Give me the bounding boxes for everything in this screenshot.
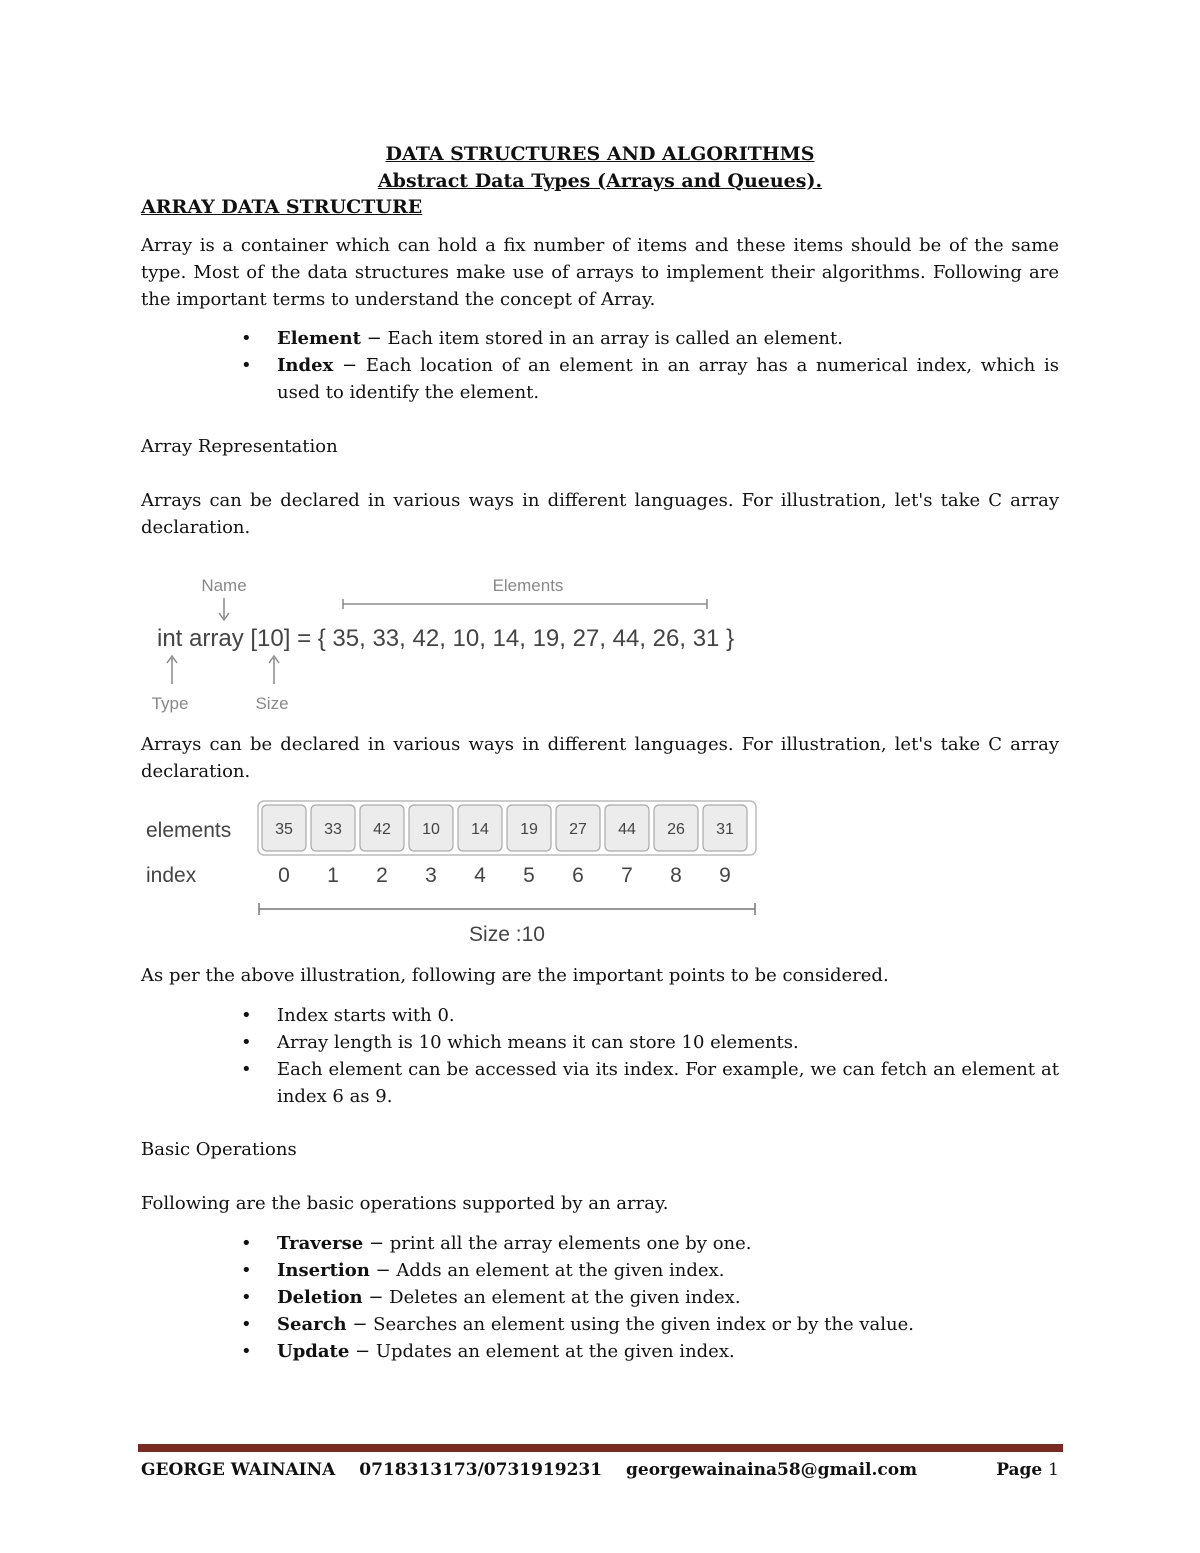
operations-list	[141, 1230, 1059, 1365]
array-index-value: 7	[621, 864, 633, 887]
array-cell-value: 44	[618, 821, 636, 838]
intro-paragraph: Array is a container which can hold a fix number of items and these items should be of the same type. Most of the data structures make use of arrays to implement their algorithms. Following are the important terms to understand the concept of Array.	[141, 235, 1059, 310]
array-cell-value: 31	[716, 821, 734, 838]
operation-term: Search	[277, 1314, 347, 1335]
operation-description: − Updates an element at the given index.	[349, 1341, 735, 1362]
array-index-value: 4	[474, 864, 486, 887]
elements-row-label: elements	[146, 819, 232, 842]
array-index-value: 9	[719, 864, 731, 887]
list-item	[277, 1311, 1059, 1338]
basic-operations-heading: Basic Operations	[141, 1139, 297, 1160]
array-index-value: 6	[572, 864, 584, 887]
operation-term: Insertion	[277, 1260, 370, 1281]
array-figure	[141, 795, 771, 955]
declaration-code: int array [10] = { 35, 33, 42, 10, 14, 19, 27, 44, 26, 31 }	[157, 625, 735, 652]
term-description: − Each item stored in an array is called an element.	[360, 328, 843, 349]
page-footer	[141, 1460, 1059, 1480]
section-heading: ARRAY DATA STRUCTURE	[141, 196, 423, 218]
array-cell-value: 33	[324, 821, 342, 838]
array-index-value: 0	[278, 864, 290, 887]
operation-description: − Adds an element at the given index.	[369, 1260, 725, 1281]
operation-term: Traverse	[277, 1233, 364, 1254]
page-number-block	[996, 1460, 1059, 1480]
footer-author: GEORGE WAINAINA	[141, 1460, 336, 1480]
list-item	[277, 352, 1059, 406]
array-representation-heading: Array Representation	[141, 436, 338, 457]
name-label: Name	[201, 576, 247, 595]
operation-term: Update	[277, 1341, 350, 1362]
array-cell-value: 26	[667, 821, 685, 838]
index-row-label: index	[146, 864, 197, 887]
list-item	[277, 1284, 1059, 1311]
list-item	[277, 1230, 1059, 1257]
page-label: Page	[996, 1460, 1043, 1480]
elements-label: Elements	[492, 576, 564, 595]
terms-list	[141, 325, 1059, 406]
document-title: DATA STRUCTURES AND ALGORITHMS	[385, 143, 815, 165]
list-item: • Each element can be accessed via its index. For example, we can fetch an element at index 6 as 9.	[277, 1056, 1059, 1110]
array-cell-value: 10	[422, 821, 440, 838]
array-index-value: 1	[327, 864, 339, 887]
array-index-value: 3	[425, 864, 437, 887]
array-cell-value: 27	[569, 821, 587, 838]
array-index-value: 2	[376, 864, 388, 887]
size-caption: Size :10	[469, 923, 545, 946]
array-cell-value: 19	[520, 821, 538, 838]
array-cell-value: 42	[373, 821, 391, 838]
page-number: 1	[1048, 1460, 1059, 1480]
list-item: • Array length is 10 which means it can store 10 elements.	[277, 1029, 1059, 1056]
points-intro: As per the above illustration, following are the important points to be considered.	[141, 965, 889, 986]
operation-description: − Searches an element using the given index or by the value.	[346, 1314, 914, 1335]
term-description: − Each location of an element in an array has a numerical index, which is used to identify the element.	[277, 355, 1059, 403]
footer-email: georgewainaina58@gmail.com	[626, 1460, 918, 1480]
document-subtitle: Abstract Data Types (Arrays and Queues).	[377, 170, 823, 192]
array-index-value: 5	[523, 864, 535, 887]
list-item: • Index starts with 0.	[277, 1002, 1059, 1029]
footer-rule	[138, 1444, 1063, 1452]
array-cell-value: 35	[275, 821, 293, 838]
representation-paragraph-2: Arrays can be declared in various ways in different languages. For illustration, let's take C array declaration.	[141, 734, 1059, 782]
list-item	[277, 1338, 1059, 1365]
declaration-figure	[141, 566, 741, 721]
list-item	[277, 1257, 1059, 1284]
representation-paragraph-1: Arrays can be declared in various ways in different languages. For illustration, let's take C array declaration.	[141, 490, 1059, 538]
term-label: Index	[277, 355, 334, 376]
operation-description: − print all the array elements one by one.	[363, 1233, 752, 1254]
points-list	[141, 1002, 1059, 1110]
array-index-value: 8	[670, 864, 682, 887]
array-cell-value: 14	[471, 821, 489, 838]
operation-description: − Deletes an element at the given index.	[362, 1287, 741, 1308]
footer-phones: 0718313173/0731919231	[359, 1460, 603, 1480]
size-label: Size	[255, 694, 289, 713]
operation-term: Deletion	[277, 1287, 363, 1308]
operations-intro: Following are the basic operations supported by an array.	[141, 1193, 669, 1214]
type-label: Type	[151, 694, 189, 713]
list-item	[277, 325, 1059, 352]
term-label: Element	[277, 328, 361, 349]
